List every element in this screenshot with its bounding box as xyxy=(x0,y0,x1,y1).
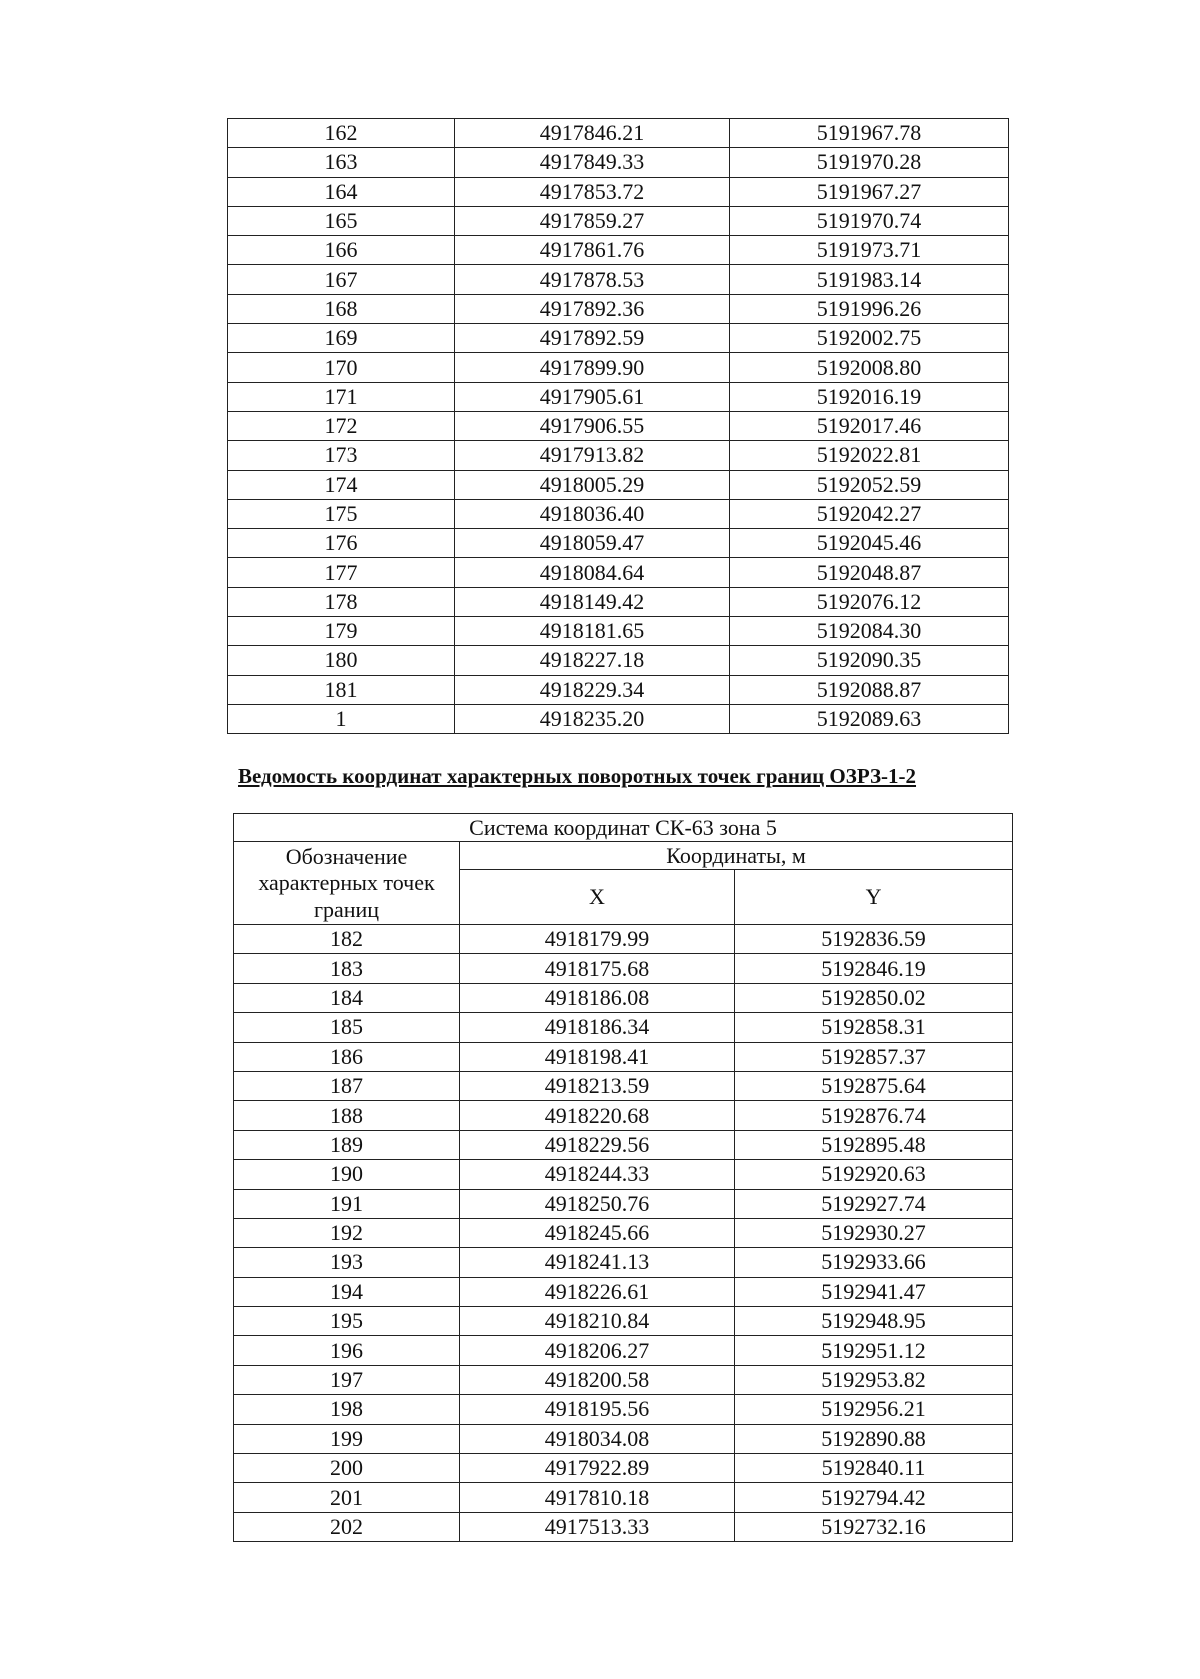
table-row xyxy=(228,499,1009,528)
coordinates-table-ozrz-1-2 xyxy=(233,813,1013,1542)
point-number-cell: 185 xyxy=(234,1013,460,1042)
y-coordinate-cell: 5192084.30 xyxy=(730,617,1009,646)
table-row xyxy=(228,646,1009,675)
table-row xyxy=(234,1248,1013,1277)
y-column-header: Y xyxy=(735,870,1013,925)
point-label-header: Обозначение характерных точек границ xyxy=(234,842,460,925)
table-row xyxy=(228,441,1009,470)
point-number-cell: 187 xyxy=(234,1071,460,1100)
y-coordinate-cell: 5191967.78 xyxy=(730,119,1009,148)
x-coordinate-cell: 4918005.29 xyxy=(455,470,730,499)
point-number-cell: 197 xyxy=(234,1365,460,1394)
table-row xyxy=(234,1218,1013,1247)
point-number-cell: 167 xyxy=(228,265,455,294)
y-coordinate-cell: 5191970.74 xyxy=(730,206,1009,235)
table-row xyxy=(234,983,1013,1012)
x-coordinate-cell: 4918241.13 xyxy=(460,1248,735,1277)
point-number-cell: 189 xyxy=(234,1130,460,1159)
point-number-cell: 186 xyxy=(234,1042,460,1071)
table-row xyxy=(228,382,1009,411)
table-header xyxy=(234,814,1013,925)
table-row xyxy=(228,529,1009,558)
table-body xyxy=(234,925,1013,1542)
table-row xyxy=(234,1424,1013,1453)
table-row xyxy=(228,411,1009,440)
table-row xyxy=(234,1013,1013,1042)
y-coordinate-cell: 5192052.59 xyxy=(730,470,1009,499)
table-row xyxy=(228,617,1009,646)
table-row xyxy=(228,119,1009,148)
table-row xyxy=(234,1365,1013,1394)
point-number-cell: 163 xyxy=(228,148,455,177)
table-row xyxy=(234,1512,1013,1541)
y-coordinate-cell: 5192836.59 xyxy=(735,925,1013,954)
y-coordinate-cell: 5192840.11 xyxy=(735,1454,1013,1483)
x-coordinate-cell: 4918235.20 xyxy=(455,704,730,733)
y-coordinate-cell: 5192042.27 xyxy=(730,499,1009,528)
point-number-cell: 191 xyxy=(234,1189,460,1218)
x-coordinate-cell: 4917906.55 xyxy=(455,411,730,440)
table-row xyxy=(234,1042,1013,1071)
x-coordinate-cell: 4918186.34 xyxy=(460,1013,735,1042)
point-number-cell: 192 xyxy=(234,1218,460,1247)
y-coordinate-cell: 5192045.46 xyxy=(730,529,1009,558)
table-row xyxy=(228,177,1009,206)
y-coordinate-cell: 5192857.37 xyxy=(735,1042,1013,1071)
point-number-cell: 178 xyxy=(228,587,455,616)
x-coordinate-cell: 4918244.33 xyxy=(460,1160,735,1189)
y-coordinate-cell: 5192951.12 xyxy=(735,1336,1013,1365)
point-number-cell: 196 xyxy=(234,1336,460,1365)
point-number-cell: 1 xyxy=(228,704,455,733)
point-number-cell: 194 xyxy=(234,1277,460,1306)
table-row xyxy=(228,236,1009,265)
table-row xyxy=(228,206,1009,235)
table-row xyxy=(234,1277,1013,1306)
x-coordinate-cell: 4918229.56 xyxy=(460,1130,735,1159)
coordinates-table-continued xyxy=(227,118,1009,734)
y-coordinate-cell: 5192016.19 xyxy=(730,382,1009,411)
point-number-cell: 162 xyxy=(228,119,455,148)
x-coordinate-cell: 4917846.21 xyxy=(455,119,730,148)
point-number-cell: 172 xyxy=(228,411,455,440)
point-number-cell: 199 xyxy=(234,1424,460,1453)
y-coordinate-cell: 5192017.46 xyxy=(730,411,1009,440)
y-coordinate-cell: 5192076.12 xyxy=(730,587,1009,616)
x-coordinate-cell: 4917892.36 xyxy=(455,294,730,323)
y-coordinate-cell: 5192876.74 xyxy=(735,1101,1013,1130)
x-column-header: X xyxy=(460,870,735,925)
x-coordinate-cell: 4918250.76 xyxy=(460,1189,735,1218)
point-number-cell: 198 xyxy=(234,1395,460,1424)
table-row xyxy=(228,558,1009,587)
y-coordinate-cell: 5191970.28 xyxy=(730,148,1009,177)
x-coordinate-cell: 4918245.66 xyxy=(460,1218,735,1247)
x-coordinate-cell: 4917849.33 xyxy=(455,148,730,177)
x-coordinate-cell: 4918179.99 xyxy=(460,925,735,954)
y-coordinate-cell: 5192933.66 xyxy=(735,1248,1013,1277)
point-number-cell: 174 xyxy=(228,470,455,499)
y-coordinate-cell: 5192895.48 xyxy=(735,1130,1013,1159)
y-coordinate-cell: 5191983.14 xyxy=(730,265,1009,294)
y-coordinate-cell: 5192941.47 xyxy=(735,1277,1013,1306)
point-number-cell: 182 xyxy=(234,925,460,954)
x-coordinate-cell: 4917899.90 xyxy=(455,353,730,382)
y-coordinate-cell: 5192875.64 xyxy=(735,1071,1013,1100)
section-title: Ведомость координат характерных поворотных точек границ ОЗРЗ-1-2 xyxy=(238,764,917,788)
table-row xyxy=(228,587,1009,616)
x-coordinate-cell: 4918198.41 xyxy=(460,1042,735,1071)
coordinate-system-header: Система координат СК-63 зона 5 xyxy=(234,814,1013,842)
x-coordinate-cell: 4917513.33 xyxy=(460,1512,735,1541)
y-coordinate-cell: 5192089.63 xyxy=(730,704,1009,733)
y-coordinate-cell: 5192008.80 xyxy=(730,353,1009,382)
y-coordinate-cell: 5192953.82 xyxy=(735,1365,1013,1394)
point-number-cell: 176 xyxy=(228,529,455,558)
table-row xyxy=(234,1160,1013,1189)
table-row xyxy=(228,675,1009,704)
x-coordinate-cell: 4917810.18 xyxy=(460,1483,735,1512)
point-number-cell: 201 xyxy=(234,1483,460,1512)
point-number-cell: 200 xyxy=(234,1454,460,1483)
y-coordinate-cell: 5192022.81 xyxy=(730,441,1009,470)
x-coordinate-cell: 4918034.08 xyxy=(460,1424,735,1453)
y-coordinate-cell: 5192930.27 xyxy=(735,1218,1013,1247)
x-coordinate-cell: 4918229.34 xyxy=(455,675,730,704)
y-coordinate-cell: 5192846.19 xyxy=(735,954,1013,983)
table-row xyxy=(228,470,1009,499)
x-coordinate-cell: 4917853.72 xyxy=(455,177,730,206)
x-coordinate-cell: 4917861.76 xyxy=(455,236,730,265)
y-coordinate-cell: 5192794.42 xyxy=(735,1483,1013,1512)
x-coordinate-cell: 4917922.89 xyxy=(460,1454,735,1483)
point-number-cell: 171 xyxy=(228,382,455,411)
x-coordinate-cell: 4918036.40 xyxy=(455,499,730,528)
x-coordinate-cell: 4918084.64 xyxy=(455,558,730,587)
point-number-cell: 179 xyxy=(228,617,455,646)
x-coordinate-cell: 4917905.61 xyxy=(455,382,730,411)
table-row xyxy=(228,324,1009,353)
y-coordinate-cell: 5192002.75 xyxy=(730,324,1009,353)
y-coordinate-cell: 5192088.87 xyxy=(730,675,1009,704)
x-coordinate-cell: 4917878.53 xyxy=(455,265,730,294)
point-number-cell: 188 xyxy=(234,1101,460,1130)
table-row xyxy=(234,1454,1013,1483)
point-number-cell: 168 xyxy=(228,294,455,323)
y-coordinate-cell: 5192850.02 xyxy=(735,983,1013,1012)
point-number-cell: 177 xyxy=(228,558,455,587)
table-row xyxy=(228,704,1009,733)
y-coordinate-cell: 5191967.27 xyxy=(730,177,1009,206)
point-number-cell: 195 xyxy=(234,1307,460,1336)
point-number-cell: 170 xyxy=(228,353,455,382)
y-coordinate-cell: 5192048.87 xyxy=(730,558,1009,587)
point-number-cell: 166 xyxy=(228,236,455,265)
table-row xyxy=(234,1307,1013,1336)
table-row xyxy=(228,148,1009,177)
x-coordinate-cell: 4918059.47 xyxy=(455,529,730,558)
table-row xyxy=(228,265,1009,294)
point-number-cell: 184 xyxy=(234,983,460,1012)
table-row xyxy=(234,1336,1013,1365)
point-number-cell: 165 xyxy=(228,206,455,235)
point-number-cell: 193 xyxy=(234,1248,460,1277)
table-row xyxy=(234,1395,1013,1424)
y-coordinate-cell: 5192920.63 xyxy=(735,1160,1013,1189)
x-coordinate-cell: 4918226.61 xyxy=(460,1277,735,1306)
point-number-cell: 202 xyxy=(234,1512,460,1541)
x-coordinate-cell: 4917892.59 xyxy=(455,324,730,353)
x-coordinate-cell: 4918175.68 xyxy=(460,954,735,983)
coordinates-header: Координаты, м xyxy=(460,842,1013,870)
table-row xyxy=(228,294,1009,323)
x-coordinate-cell: 4918181.65 xyxy=(455,617,730,646)
point-number-cell: 181 xyxy=(228,675,455,704)
y-coordinate-cell: 5192890.88 xyxy=(735,1424,1013,1453)
table-body xyxy=(228,119,1009,734)
y-coordinate-cell: 5192732.16 xyxy=(735,1512,1013,1541)
point-number-cell: 173 xyxy=(228,441,455,470)
table-row xyxy=(228,353,1009,382)
y-coordinate-cell: 5192927.74 xyxy=(735,1189,1013,1218)
y-coordinate-cell: 5192948.95 xyxy=(735,1307,1013,1336)
x-coordinate-cell: 4918220.68 xyxy=(460,1101,735,1130)
table-row xyxy=(234,954,1013,983)
point-number-cell: 175 xyxy=(228,499,455,528)
x-coordinate-cell: 4917859.27 xyxy=(455,206,730,235)
y-coordinate-cell: 5191973.71 xyxy=(730,236,1009,265)
table-row xyxy=(234,1483,1013,1512)
x-coordinate-cell: 4918227.18 xyxy=(455,646,730,675)
table-row xyxy=(234,1189,1013,1218)
point-number-cell: 164 xyxy=(228,177,455,206)
table-row xyxy=(234,925,1013,954)
x-coordinate-cell: 4918213.59 xyxy=(460,1071,735,1100)
point-number-cell: 183 xyxy=(234,954,460,983)
y-coordinate-cell: 5192090.35 xyxy=(730,646,1009,675)
y-coordinate-cell: 5192956.21 xyxy=(735,1395,1013,1424)
point-number-cell: 180 xyxy=(228,646,455,675)
x-coordinate-cell: 4918200.58 xyxy=(460,1365,735,1394)
x-coordinate-cell: 4918149.42 xyxy=(455,587,730,616)
x-coordinate-cell: 4918195.56 xyxy=(460,1395,735,1424)
x-coordinate-cell: 4918186.08 xyxy=(460,983,735,1012)
point-number-cell: 190 xyxy=(234,1160,460,1189)
point-number-cell: 169 xyxy=(228,324,455,353)
x-coordinate-cell: 4917913.82 xyxy=(455,441,730,470)
table-row xyxy=(234,1130,1013,1159)
x-coordinate-cell: 4918206.27 xyxy=(460,1336,735,1365)
table-row xyxy=(234,1071,1013,1100)
table-row xyxy=(234,1101,1013,1130)
y-coordinate-cell: 5192858.31 xyxy=(735,1013,1013,1042)
x-coordinate-cell: 4918210.84 xyxy=(460,1307,735,1336)
y-coordinate-cell: 5191996.26 xyxy=(730,294,1009,323)
